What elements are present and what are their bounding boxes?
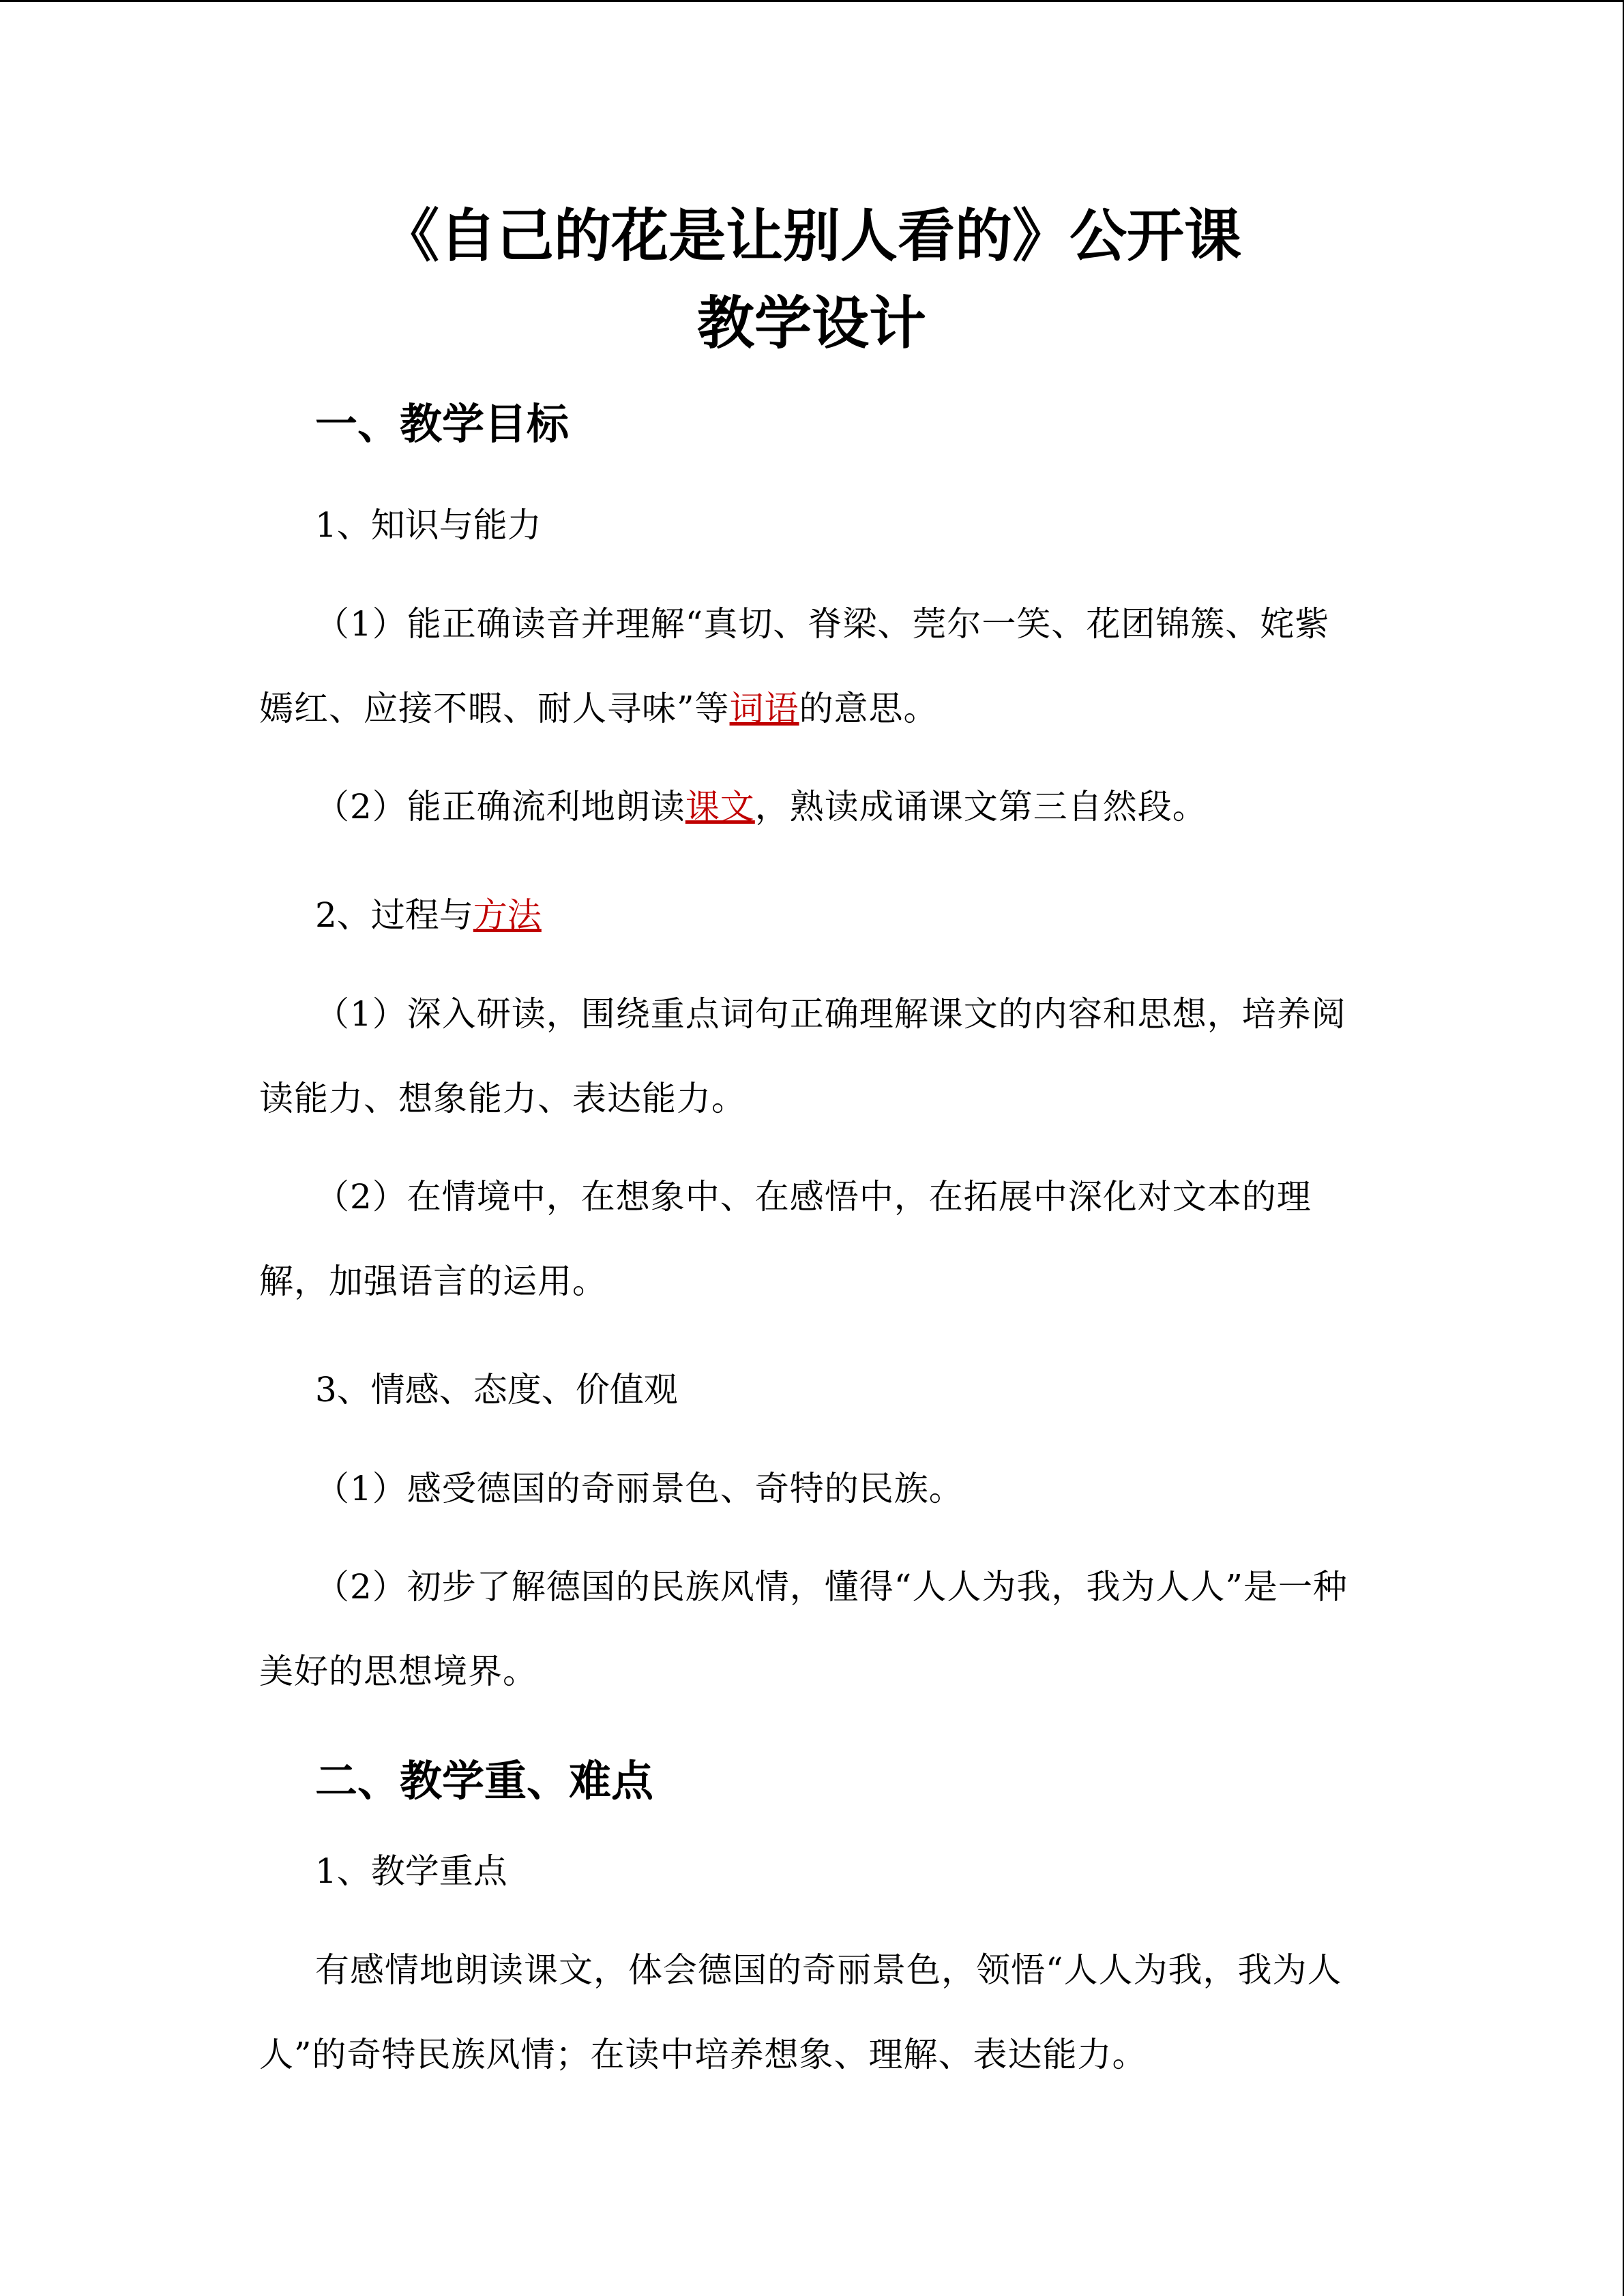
paragraph-text: （1）能正确读音并理解“真切、脊梁、莞尔一笑、花团锦簇、姹紫嫣红、应接不暇、耐人寻味”等	[259, 603, 1330, 728]
link-text[interactable]: 课文	[685, 786, 755, 826]
paragraph-understand: （2）初步了解德国的民族风情，懂得“人人为我，我为人人”是一种美好的思想境界。	[259, 1566, 1348, 1691]
paragraph-key-point: 有感情地朗读课文，体会德国的奇丽景色，领悟“人人为我，我为人人”的奇特民族风情；在读中培养想象、理解、表达能力。	[259, 1950, 1342, 2074]
paragraph-text: （2）能正确流利地朗读	[315, 786, 685, 826]
subheading-knowledge: 1、知识与能力	[315, 505, 542, 545]
link-method[interactable]: 方法	[473, 895, 542, 935]
subheading-emotion: 3、情感、态度、价值观	[315, 1369, 678, 1410]
subheading-text: 2、过程与	[315, 895, 473, 935]
document-body	[259, 205, 1364, 2097]
document-title: 《自己的花是让别人看的》公开课	[381, 203, 1241, 269]
subheading-process	[259, 895, 1364, 935]
paragraph-study: （1）深入研读，围绕重点词句正确理解课文的内容和思想，培养阅读能力、想象能力、表达能力。	[259, 994, 1346, 1118]
section-heading-objectives: 一、教学目标	[315, 398, 570, 449]
paragraph-vocabulary	[259, 582, 1364, 751]
page-top-border	[0, 0, 1624, 2]
document-subtitle: 教学设计	[696, 290, 926, 357]
section-heading-key-points: 二、教学重、难点	[315, 1755, 654, 1806]
link-vocabulary[interactable]: 词语	[729, 688, 799, 728]
paragraph-reading	[259, 764, 1364, 849]
paragraph-feel: （1）感受德国的奇丽景色、奇特的民族。	[315, 1468, 964, 1508]
paragraph-text: ，熟读成诵课文第三自然段。	[754, 786, 1207, 826]
paragraph-context: （2）在情境中，在想象中、在感悟中，在拓展中深化对文本的理解，加强语言的运用。	[259, 1176, 1312, 1301]
paragraph-text: 的意思。	[799, 688, 939, 728]
subheading-key-point: 1、教学重点	[315, 1851, 507, 1891]
